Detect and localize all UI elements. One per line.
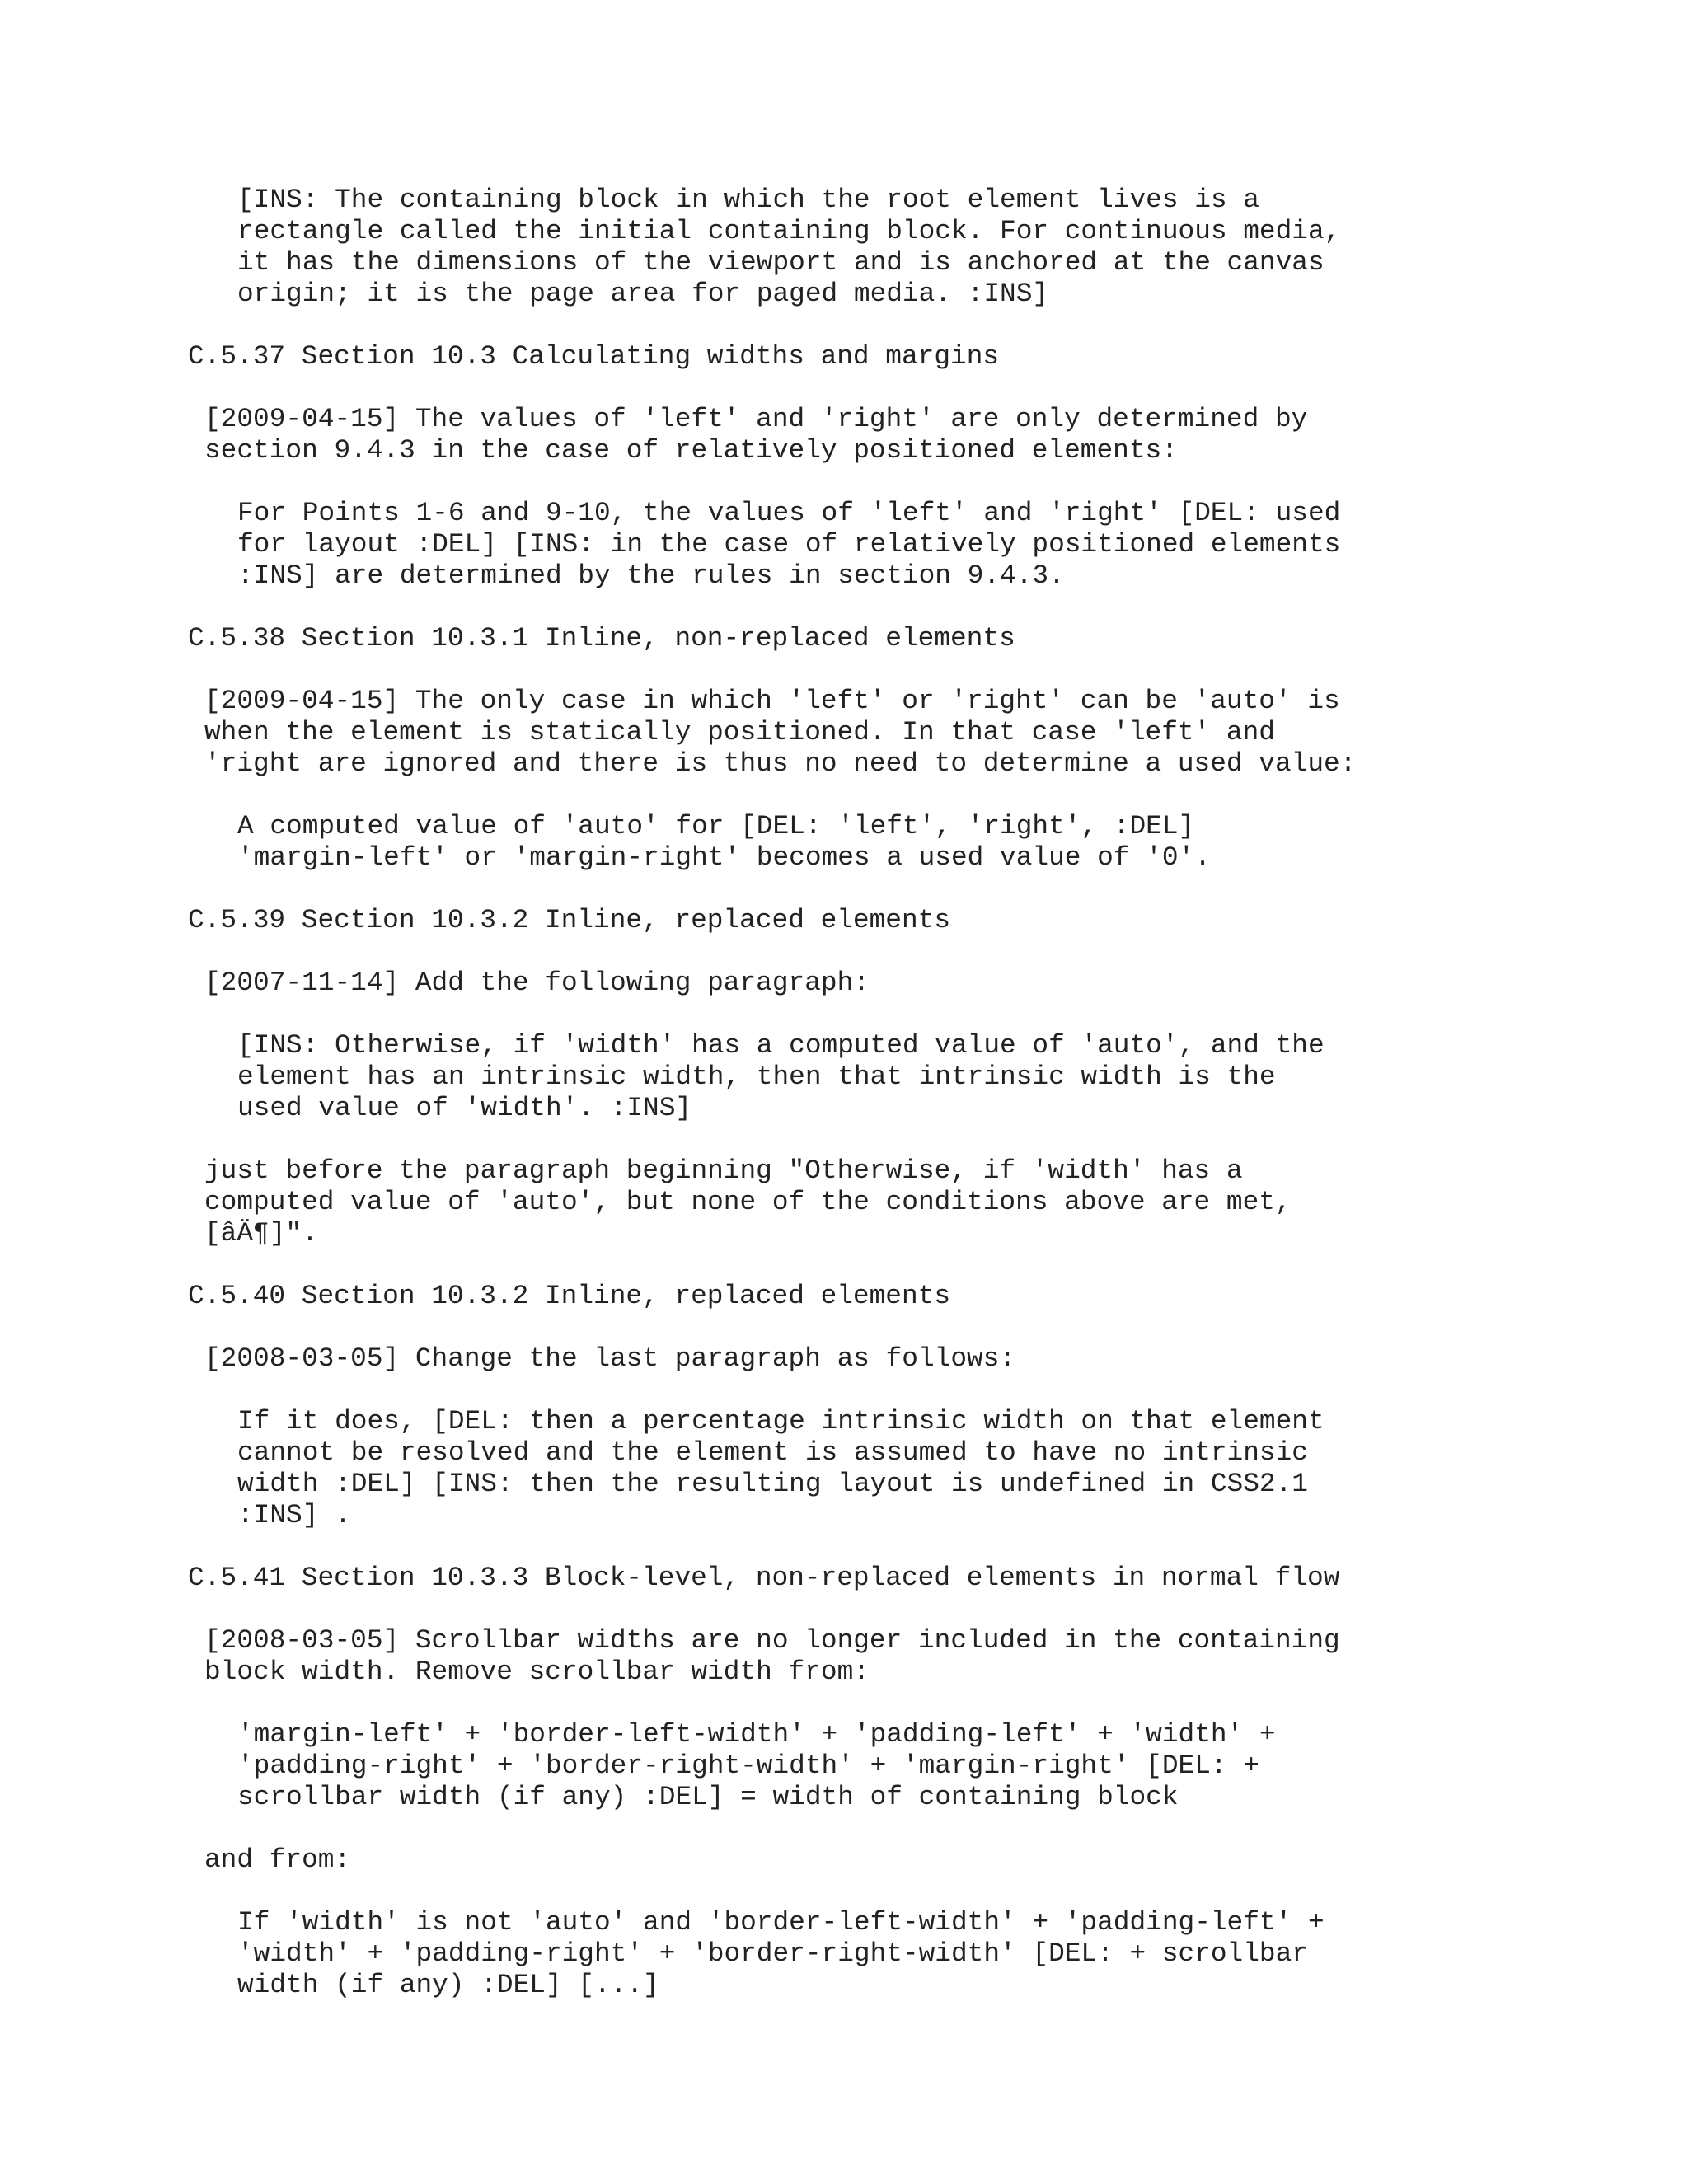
text-line: and from: (204, 1844, 351, 1875)
heading-line: C.5.39 Section 10.3.2 Inline, replaced elements (188, 905, 951, 935)
note-c5-40 (188, 1343, 1639, 1375)
quote-ins-initial-containing-block (188, 185, 1639, 310)
text-line: cannot be resolved and the element is assumed to have no intrinsic (237, 1437, 1308, 1468)
text-line: for layout :DEL] [INS: in the case of relatively positioned elements (237, 529, 1341, 560)
text-line: section 9.4.3 in the case of relatively positioned elements: (204, 435, 1178, 466)
text-line: [âÄ¶]". (204, 1218, 318, 1249)
text-line: [2007-11-14] Add the following paragraph: (204, 968, 870, 998)
text-line: element has an intrinsic width, then that intrinsic width is the (237, 1062, 1276, 1092)
text-line: when the element is statically positioned. In that case 'left' and (204, 717, 1275, 748)
section-heading-c5-41 (188, 1563, 1639, 1594)
text-line: block width. Remove scrollbar width from: (204, 1657, 870, 1687)
text-line: 'margin-left' or 'margin-right' becomes a used value of '0'. (237, 842, 1211, 873)
quote-c5-41-second (188, 1907, 1639, 2001)
text-line: 'padding-right' + 'border-right-width' + 'margin-right' [DEL: + (237, 1750, 1259, 1781)
note-c5-37 (188, 404, 1639, 466)
text-line: 'width' + 'padding-right' + 'border-right-width' [DEL: + scrollbar (237, 1938, 1308, 1969)
heading-line: C.5.40 Section 10.3.2 Inline, replaced elements (188, 1281, 951, 1311)
note-c5-41 (188, 1625, 1639, 1688)
heading-line: C.5.41 Section 10.3.3 Block-level, non-replaced elements in normal flow (188, 1563, 1340, 1593)
heading-line: C.5.38 Section 10.3.1 Inline, non-replaced elements (188, 623, 1015, 654)
text-line: used value of 'width'. :INS] (237, 1093, 692, 1123)
section-heading-c5-39 (188, 905, 1639, 936)
text-line: [2009-04-15] The only case in which 'left' or 'right' can be 'auto' is (204, 686, 1340, 716)
text-line: [2008-03-05] Scrollbar widths are no longer included in the containing (204, 1625, 1340, 1656)
text-line: width (if any) :DEL] [...] (237, 1970, 659, 2000)
text-line: it has the dimensions of the viewport and is anchored at the canvas (237, 247, 1325, 278)
document-body (188, 185, 1639, 2001)
text-line: If it does, [DEL: then a percentage intrinsic width on that element (237, 1406, 1325, 1436)
text-line: computed value of 'auto', but none of the conditions above are met, (204, 1187, 1292, 1217)
note-c5-41-and-from (188, 1844, 1639, 1876)
note-c5-39-continued (188, 1155, 1639, 1249)
text-line: :INS] . (237, 1500, 351, 1530)
text-line: [INS: The containing block in which the root element lives is a (237, 185, 1259, 215)
text-line: For Points 1-6 and 9-10, the values of 'left' and 'right' [DEL: used (237, 498, 1341, 528)
text-line: If 'width' is not 'auto' and 'border-left-width' + 'padding-left' + (237, 1907, 1325, 1938)
heading-line: C.5.37 Section 10.3 Calculating widths and margins (188, 341, 1000, 372)
quote-c5-39 (188, 1030, 1639, 1124)
text-line: A computed value of 'auto' for [DEL: 'left', 'right', :DEL] (237, 811, 1195, 841)
note-c5-38 (188, 686, 1639, 780)
quote-c5-41 (188, 1719, 1639, 1813)
quote-c5-40 (188, 1406, 1639, 1531)
text-line: :INS] are determined by the rules in section 9.4.3. (237, 560, 1065, 591)
text-line: rectangle called the initial containing block. For continuous media, (237, 216, 1341, 246)
text-line: [2009-04-15] The values of 'left' and 'right' are only determined by (204, 404, 1308, 434)
text-line: origin; it is the page area for paged media. :INS] (237, 279, 1049, 309)
text-line: [INS: Otherwise, if 'width' has a computed value of 'auto', and the (237, 1030, 1325, 1061)
text-line: just before the paragraph beginning "Otherwise, if 'width' has a (204, 1155, 1243, 1186)
note-c5-39 (188, 968, 1639, 999)
text-line: 'right are ignored and there is thus no need to determine a used value: (204, 748, 1357, 779)
section-heading-c5-37 (188, 341, 1639, 373)
text-line: scrollbar width (if any) :DEL] = width of containing block (237, 1782, 1179, 1812)
text-line: width :DEL] [INS: then the resulting layout is undefined in CSS2.1 (237, 1469, 1308, 1499)
text-line: [2008-03-05] Change the last paragraph as follows: (204, 1343, 1016, 1374)
quote-c5-37 (188, 498, 1639, 592)
section-heading-c5-40 (188, 1281, 1639, 1312)
text-line: 'margin-left' + 'border-left-width' + 'padding-left' + 'width' + (237, 1719, 1276, 1750)
section-heading-c5-38 (188, 623, 1639, 654)
quote-c5-38 (188, 811, 1639, 874)
